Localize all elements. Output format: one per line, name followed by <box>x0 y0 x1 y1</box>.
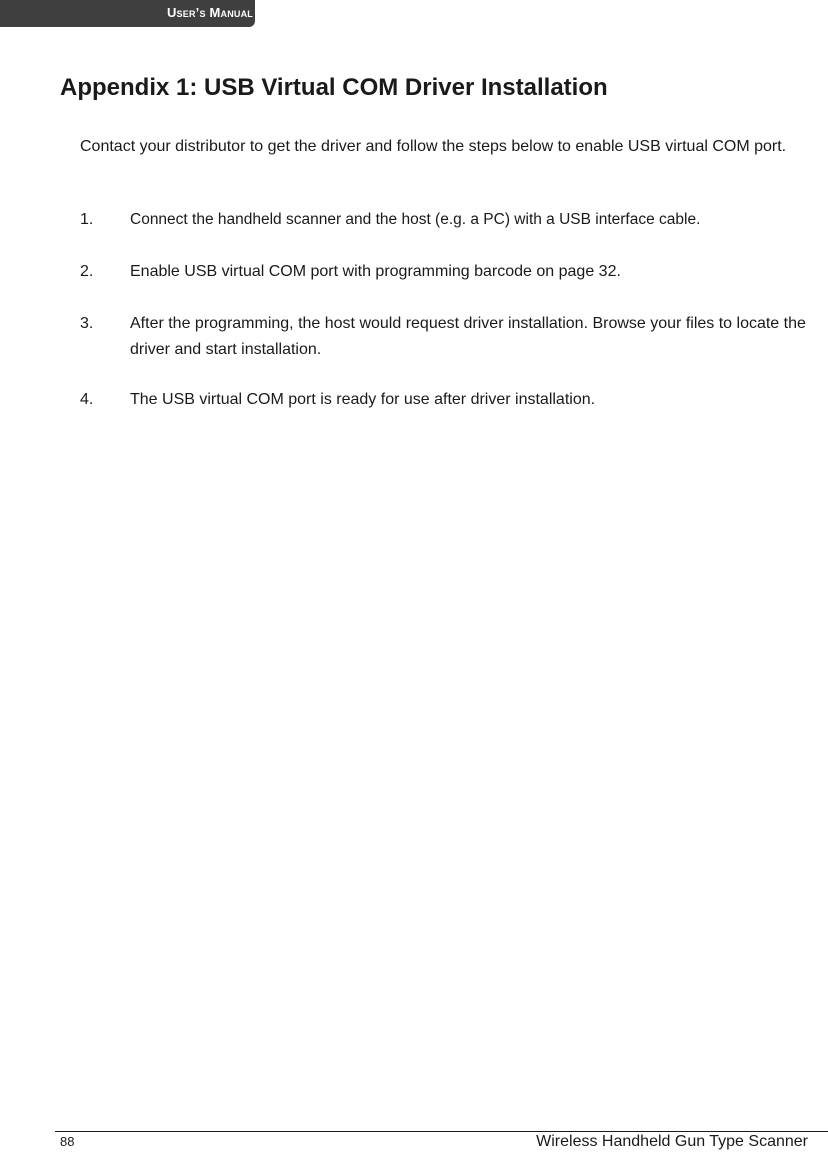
step-number: 2. <box>80 263 94 280</box>
step-item-4 <box>80 387 825 413</box>
page-title: Appendix 1: USB Virtual COM Driver Installation <box>60 74 608 101</box>
step-text: The USB virtual COM port is ready for use after driver installation. <box>130 391 596 408</box>
step-item-3 <box>80 311 825 363</box>
header-manual-tab <box>0 0 255 27</box>
step-number: 4. <box>80 391 94 408</box>
step-number: 1. <box>80 211 94 228</box>
step-item-2 <box>80 259 825 285</box>
manual-label: User’s Manual <box>166 5 253 20</box>
step-item-1 <box>80 207 825 233</box>
step-text: Enable USB virtual COM port with programming barcode on page 32. <box>130 263 621 280</box>
step-text: Connect the handheld scanner and the host (e.g. a PC) with a USB interface cable. <box>130 211 701 228</box>
intro-paragraph: Contact your distributor to get the driver and follow the steps below to enable USB virtual COM port. <box>80 138 787 155</box>
footer-page-number: 88 <box>60 1134 75 1149</box>
footer-divider <box>55 1131 828 1132</box>
footer-product-name: Wireless Handheld Gun Type Scanner <box>536 1133 808 1150</box>
step-text: After the programming, the host would request driver installation. Browse your files to locate the driver and start installation. <box>130 315 806 358</box>
step-number: 3. <box>80 315 94 332</box>
